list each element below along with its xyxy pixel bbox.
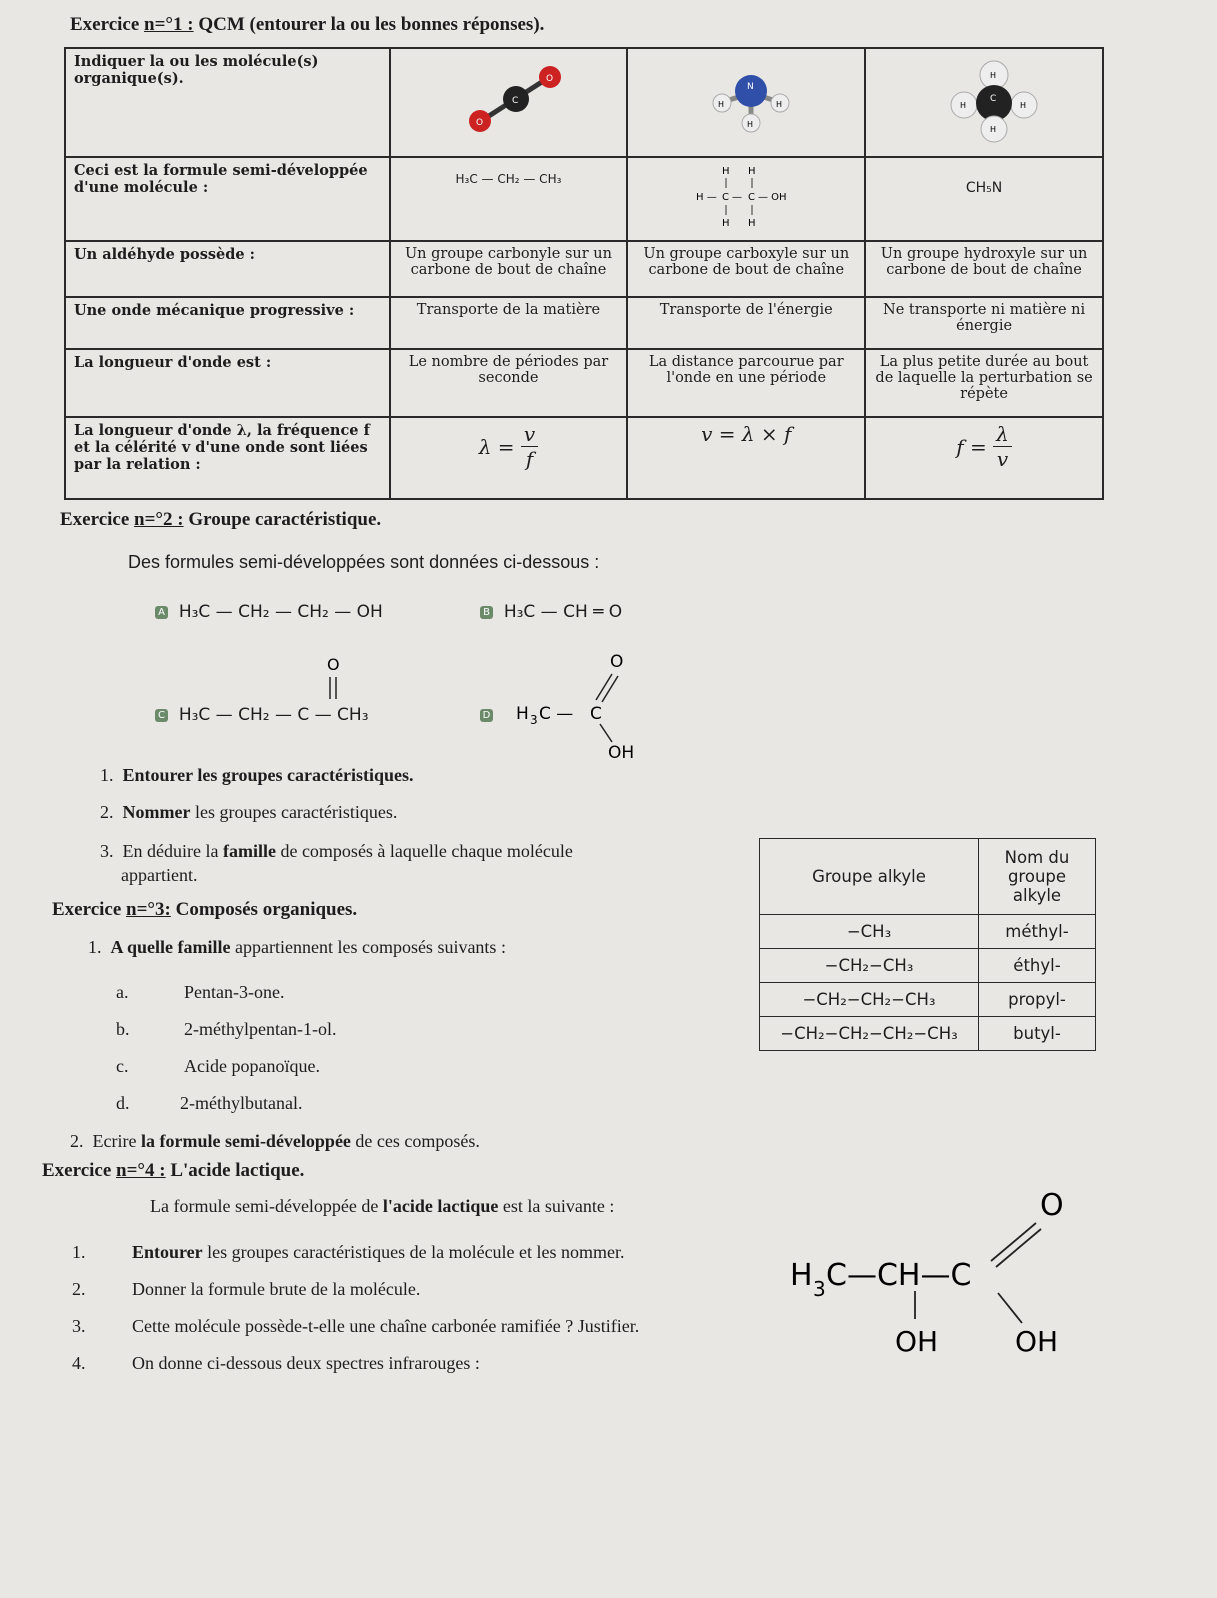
list-item: 2. Donner la formule brute de la molécule. bbox=[72, 1279, 421, 1299]
table-cell: −CH₂−CH₂−CH₃ bbox=[760, 983, 979, 1017]
list-item: c. Acide popanoïque. bbox=[116, 1056, 320, 1076]
table-cell: −CH₂−CH₃ bbox=[760, 949, 979, 983]
svg-text:H: H bbox=[776, 100, 783, 109]
qcm-option-frac-a[interactable] bbox=[390, 417, 628, 499]
qcm-question: Une onde mécanique progressive : bbox=[65, 297, 390, 349]
ex3-question-2: 2. Ecrire la formule semi-développée de ces composés. bbox=[70, 1131, 480, 1151]
svg-text:3: 3 bbox=[813, 1277, 826, 1301]
co2-molecule-image bbox=[408, 53, 608, 148]
qcm-option-product[interactable]: v = λ × f bbox=[627, 417, 865, 499]
svg-text:H —: H — bbox=[696, 192, 717, 203]
svg-text:C—CH—C: C—CH—C bbox=[826, 1258, 972, 1293]
label-d-icon: D bbox=[480, 709, 493, 722]
table-row bbox=[760, 1017, 1096, 1051]
frac-lhs: f = bbox=[956, 434, 987, 459]
svg-text:O: O bbox=[476, 118, 484, 128]
svg-text:H: H bbox=[722, 166, 730, 177]
svg-text:H: H bbox=[722, 218, 730, 229]
co2-molecule-model[interactable] bbox=[390, 48, 628, 157]
svg-text:C: C bbox=[590, 704, 602, 724]
ex2-title: Exercice n=°2 : Groupe caractéristique. bbox=[60, 509, 382, 530]
table-cell: propyl- bbox=[979, 983, 1096, 1017]
list-item: 1. Entourer les groupes caractéristiques de la molécule et les nommer. bbox=[72, 1242, 625, 1262]
qcm-row-6 bbox=[65, 417, 1103, 499]
label-a-icon: A bbox=[155, 606, 168, 619]
table-cell: méthyl- bbox=[979, 915, 1096, 949]
label-c-icon: C bbox=[155, 709, 168, 722]
svg-text:H: H bbox=[748, 166, 756, 177]
qcm-option-propane[interactable]: H₃C — CH₂ — CH₃ bbox=[390, 157, 628, 241]
svg-text:OH: OH bbox=[895, 1325, 939, 1358]
qcm-option[interactable]: Un groupe carbonyle sur un carbone de bout de chaîne bbox=[390, 241, 628, 297]
qcm-option-frac-c[interactable] bbox=[865, 417, 1103, 499]
table-cell: −CH₂−CH₂−CH₂−CH₃ bbox=[760, 1017, 979, 1051]
qcm-question: Un aldéhyde possède : bbox=[65, 241, 390, 297]
acetic-acid-structure bbox=[512, 650, 662, 760]
ex1-title: Exercice n=°1 : QCM (entourer la ou les bonnes réponses). bbox=[70, 14, 545, 35]
frac-num: v bbox=[521, 422, 538, 447]
svg-text:C: C bbox=[722, 192, 730, 203]
molecule-b: B H₃C — CH ═ O bbox=[480, 602, 622, 622]
list-item: d. 2-méthylbutanal. bbox=[116, 1093, 303, 1113]
nh3-molecule-image bbox=[646, 53, 846, 148]
molecule-d bbox=[480, 705, 493, 725]
list-item: b. 2-méthylpentan-1-ol. bbox=[116, 1019, 337, 1039]
ex3-question-1: 1. A quelle famille appartiennent les composés suivants : bbox=[88, 937, 506, 957]
svg-text:H: H bbox=[1020, 101, 1027, 110]
frac-num: λ bbox=[993, 422, 1012, 447]
table-row bbox=[760, 949, 1096, 983]
svg-text:O: O bbox=[546, 74, 554, 84]
svg-text:H: H bbox=[990, 125, 997, 134]
ex2-intro: Des formules semi-développées sont données ci-dessous : bbox=[128, 552, 600, 572]
svg-text:H: H bbox=[747, 120, 754, 129]
frac-den: f bbox=[525, 447, 534, 471]
ex2-question-2: 2. Nommer les groupes caractéristiques. bbox=[100, 802, 398, 822]
table-header: Nom du groupe alkyle bbox=[979, 839, 1096, 915]
ch4-molecule-image bbox=[884, 53, 1084, 148]
table-cell: −CH₃ bbox=[760, 915, 979, 949]
ethanol-structure bbox=[646, 162, 846, 232]
molecule-a: A H₃C — CH₂ — CH₂ — OH bbox=[155, 602, 383, 622]
svg-text:C —: C — bbox=[539, 704, 574, 724]
qcm-question: Ceci est la formule semi-développée d'une molécule : bbox=[65, 157, 390, 241]
ketone-double-bond bbox=[318, 655, 348, 705]
qcm-row-4 bbox=[65, 297, 1103, 349]
qcm-question: Indiquer la ou les molécule(s) organique(s). bbox=[65, 48, 390, 157]
qcm-option[interactable]: Ne transporte ni matière ni énergie bbox=[865, 297, 1103, 349]
qcm-option[interactable]: Le nombre de périodes par seconde bbox=[390, 349, 628, 417]
svg-text:OH: OH bbox=[1015, 1325, 1059, 1358]
qcm-option[interactable]: La distance parcourue par l'onde en une période bbox=[627, 349, 865, 417]
svg-text:H: H bbox=[516, 704, 529, 724]
lactic-acid-structure bbox=[790, 1185, 1090, 1375]
table-row bbox=[760, 983, 1096, 1017]
nh3-molecule-model[interactable] bbox=[627, 48, 865, 157]
list-item: 4. On donne ci-dessous deux spectres infrarouges : bbox=[72, 1353, 480, 1373]
table-row bbox=[760, 915, 1096, 949]
svg-text:H: H bbox=[748, 218, 756, 229]
svg-text:O: O bbox=[610, 652, 624, 672]
qcm-question: La longueur d'onde λ, la fréquence f et la célérité v d'une onde sont liées par la relation : bbox=[65, 417, 390, 499]
qcm-row-3 bbox=[65, 241, 1103, 297]
qcm-table bbox=[64, 47, 1104, 500]
qcm-row-1 bbox=[65, 48, 1103, 157]
ch4-molecule-model[interactable] bbox=[865, 48, 1103, 157]
qcm-option[interactable]: Un groupe hydroxyle sur un carbone de bout de chaîne bbox=[865, 241, 1103, 297]
qcm-option[interactable]: Transporte de l'énergie bbox=[627, 297, 865, 349]
svg-text:H: H bbox=[990, 71, 997, 80]
svg-text:—: — bbox=[732, 192, 743, 203]
qcm-row-5 bbox=[65, 349, 1103, 417]
svg-text:H: H bbox=[790, 1258, 813, 1293]
svg-text:3: 3 bbox=[530, 713, 538, 727]
qcm-option-ethanol[interactable] bbox=[627, 157, 865, 241]
molecule-c: C H₃C — CH₂ — C — CH₃ bbox=[155, 705, 369, 725]
ex2-question-3: 3. En déduire la famille de composés à laquelle chaque molécule appartient. bbox=[100, 841, 573, 885]
svg-text:C: C bbox=[990, 94, 997, 104]
svg-text:C: C bbox=[748, 192, 756, 203]
svg-text:OH: OH bbox=[608, 743, 635, 760]
ex4-intro: La formule semi-développée de l'acide lactique est la suivante : bbox=[150, 1196, 615, 1216]
qcm-option[interactable]: La plus petite durée au bout de laquelle la perturbation se répète bbox=[865, 349, 1103, 417]
frac-den: v bbox=[996, 447, 1009, 471]
frac-lhs: λ = bbox=[478, 434, 515, 459]
ex4-question-list bbox=[72, 1234, 639, 1382]
svg-text:H: H bbox=[960, 101, 967, 110]
qcm-option[interactable]: Un groupe carboxyle sur un carbone de bout de chaîne bbox=[627, 241, 865, 297]
ex3-compound-list bbox=[116, 974, 336, 1122]
ex4-title: Exercice n=°4 : L'acide lactique. bbox=[42, 1160, 305, 1181]
label-b-icon: B bbox=[480, 606, 493, 619]
qcm-option-ch5n[interactable]: CH₅N bbox=[865, 157, 1103, 241]
svg-text:O: O bbox=[1040, 1188, 1064, 1223]
qcm-option[interactable]: Transporte de la matière bbox=[390, 297, 628, 349]
list-item: 3. Cette molécule possède-t-elle une chaîne carbonée ramifiée ? Justifier. bbox=[72, 1316, 640, 1336]
svg-text:N: N bbox=[747, 82, 754, 92]
ex3-title: Exercice n=°3: Composés organiques. bbox=[52, 899, 358, 920]
alkyl-table bbox=[759, 838, 1096, 1051]
svg-text:H: H bbox=[718, 100, 725, 109]
qcm-row-2 bbox=[65, 157, 1103, 241]
ex2-question-1: 1. Entourer les groupes caractéristiques. bbox=[100, 765, 414, 785]
table-cell: éthyl- bbox=[979, 949, 1096, 983]
svg-text:— OH: — OH bbox=[758, 192, 787, 203]
qcm-question: La longueur d'onde est : bbox=[65, 349, 390, 417]
list-item: a. Pentan-3-one. bbox=[116, 982, 285, 1002]
table-cell: butyl- bbox=[979, 1017, 1096, 1051]
svg-text:C: C bbox=[512, 96, 519, 106]
svg-text:O: O bbox=[327, 655, 340, 674]
table-header: Groupe alkyle bbox=[760, 839, 979, 915]
